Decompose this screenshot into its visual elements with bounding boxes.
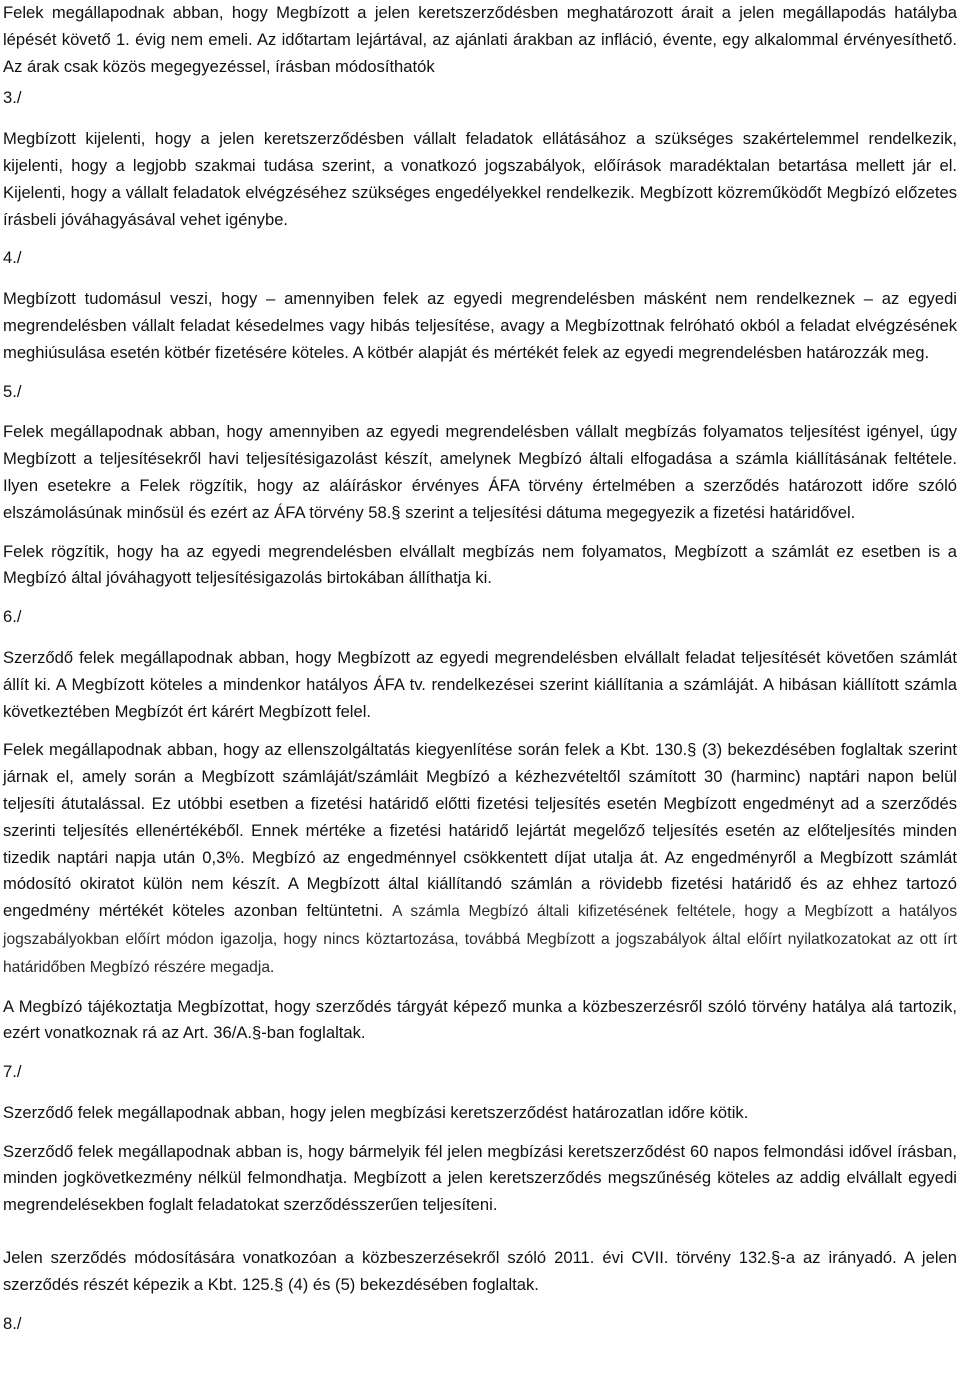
section-6-paragraph-1: Szerződő felek megállapodnak abban, hogy Megbízott az egyedi megrendelésben elvállalt feladat teljesítését követően számlát állít ki. A Megbízott köteles a mindenkor hatályos ÁFA tv. rendelkezései szerint kiállítania a számláját. A hibásan kiállított számla következtében Megbízót ért kárért Megbízott felel. <box>3 647 957 721</box>
section-6-paragraph-2-main: Felek megállapodnak abban, hogy az ellenszolgáltatás kiegyenlítése során felek a Kbt. 130.§ (3) bekezdésében foglaltak szerint járnak el, amely során a Megbízott számláját/számláit Megbízó a kézhezvételtől számított 30 (harminc) naptári napon belül teljesíti átutalással. Ez utóbbi esetben a fizetési határidő előtti fizetési teljesítés esetén Megbízott engedményt ad a szerződés szerinti teljesítés ellenértékéből. Ennek mértéke a fizetési határidő lejártát megelőző teljesítés esetén az előteljesítés minden tizedik naptári napja után 0,3%. Megbízó az engedménnyel csökkentett díjat utalja át. Az engedményről a Megbízott számlát módosító okiratot külön nem készít. A Megbízott által kiállítandó számlán a rövidebb fizetési határidő és az ehhez tartozó engedmény mértékét köteles azonban feltüntetni. <box>3 740 957 921</box>
section-heading-4: 4./ <box>3 248 22 268</box>
section-heading-3: 3./ <box>3 88 22 108</box>
section-3-paragraph-1: Megbízott kijelenti, hogy a jelen keretszerződésben vállalt feladatok ellátásához a szükséges szakértelemmel rendelkezik, kijelenti, hogy a legjobb szakmai tudása szerint, a vonatkozó jogszabályok, előírások maradéktalan betartása mellett jár el. Kijelenti, hogy a vállalt feladatok elvégzéséhez szükséges engedélyekkel rendelkezik. Megbízott közreműködőt Megbízó előzetes írásbeli jóváhagyásával vehet igénybe. <box>3 129 957 229</box>
section-5-paragraph-1: Felek megállapodnak abban, hogy amennyiben az egyedi megrendelésben vállalt megbízás folyamatos teljesítést igényel, úgy Megbízott a teljesítésekről havi teljesítésigazolást készít, amelynek Megbízó általi elfogadása a számla kiállításának feltétele. Ilyen esetekre a Felek rögzítik, hogy az aláíráskor érvényes ÁFA törvény értelmében a szerződés határozott időre szóló elszámolásúnak minősül és ezért az ÁFA törvény 58.§ szerint a teljesítési dátuma megegyezik a fizetési határidővel. <box>3 422 957 522</box>
section-4-paragraph-1: Megbízott tudomásul veszi, hogy – amennyiben felek az egyedi megrendelésben másként nem rendelkeznek – az egyedi megrendelésben vállalt feladat késedelmes vagy hibás teljesítése, avagy a Megbízottnak felróható okból a feladat elvégzésének meghiúsulása esetén kötbér fizetésére köteles. A kötbér alapját és mértékét felek az egyedi megrendelésben határozzák meg. <box>3 289 957 362</box>
section-7-paragraph-1: Szerződő felek megállapodnak abban, hogy jelen megbízási keretszerződést határozatlan időre kötik. <box>3 1102 749 1122</box>
section-heading-6: 6./ <box>3 607 22 627</box>
intro-paragraph: Felek megállapodnak abban, hogy Megbízott a jelen keretszerződésben meghatározott árait a jelen megállapodás hatályba lépését követő 1. évig nem emeli. Az időtartam lejártával, az ajánlati árakban az infláció, évente, egy alkalommal érvényesíthető. Az árak csak közös megegyezéssel, írásban módosíthatók <box>3 3 957 76</box>
section-7-paragraph-2: Szerződő felek megállapodnak abban is, hogy bármelyik fél jelen megbízási keretszerződést 60 napos felmondási idővel írásban, minden jogkövetkezmény nélkül felmondhatja. Megbízott a jelen keretszerződés megszűnéség köteles az addig elvállalt egyedi megrendelésekben foglalt feladatokat szerződésszerűen teljesíteni. <box>3 1141 957 1215</box>
section-heading-8: 8./ <box>3 1313 22 1333</box>
section-6-payment-condition: A számla Megbízó általi kifizetésének feltétele, hogy a Megbízott a hatályos jogszabályokban előírt módon igazolja, hogy nincs köztartozása, továbbá Megbízott a jogszabályok által előírt nyilatkozatokat az ott írt határidőben Megbízó részére megadja. <box>3 903 957 976</box>
section-6-paragraph-2 <box>3 737 957 981</box>
contract-document <box>3 0 957 1351</box>
section-7-paragraph-3: Jelen szerződés módosítására vonatkozóan a közbeszerzésekről szóló 2011. évi CVII. törvény 132.§-a az irányadó. A jelen szerződés részét képezik a Kbt. 125.§ (4) és (5) bekezdésében foglaltak. <box>3 1248 957 1294</box>
section-5-paragraph-2: Felek rögzítik, hogy ha az egyedi megrendelésben elvállalt megbízás nem folyamatos, Megbízott a számlát ez esetben is a Megbízó által jóváhagyott teljesítésigazolás birtokában állíthatja ki. <box>3 541 957 588</box>
section-heading-5: 5./ <box>3 381 22 401</box>
section-heading-7: 7./ <box>3 1062 22 1082</box>
section-6-paragraph-3: A Megbízó tájékoztatja Megbízottat, hogy szerződés tárgyát képező munka a közbeszerzésről szóló törvény hatálya alá tartozik, ezért vonatkoznak rá az Art. 36/A.§-ban foglaltak. <box>3 996 957 1043</box>
